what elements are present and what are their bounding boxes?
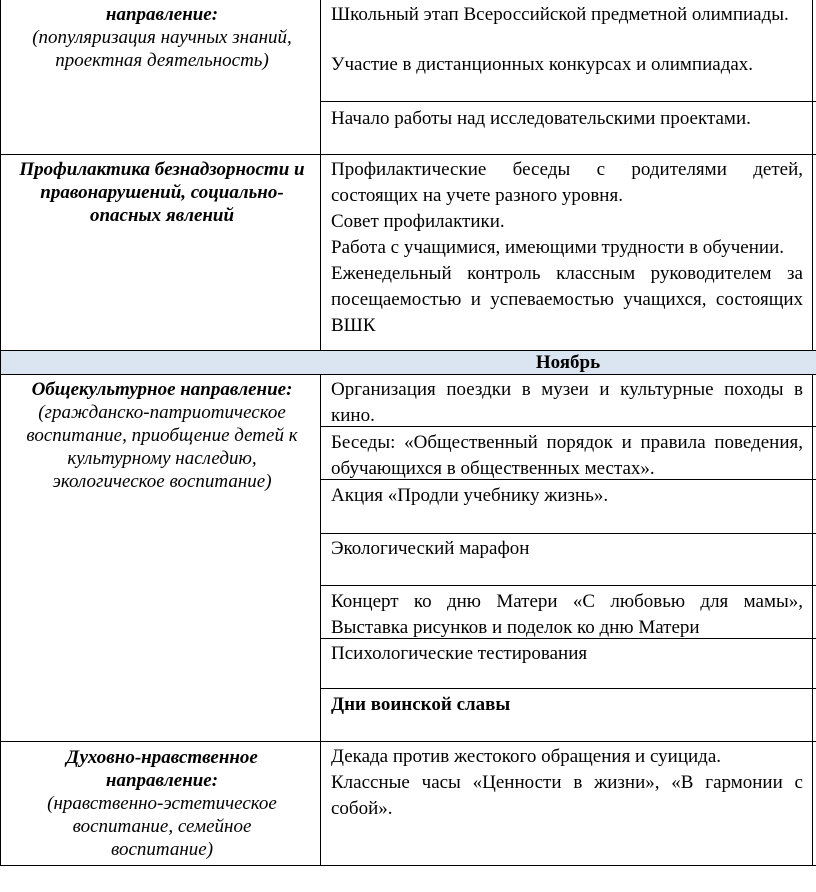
activity-item: Участие в дистанционных конкурсах и олимпиадах. [331, 54, 754, 75]
table-border-left [0, 0, 1, 866]
activity-list [331, 157, 803, 339]
direction-title: Общекультурное направление: [31, 379, 293, 400]
activity-item: Классные часы «Ценности в жизни», «В гармонии с собой». [331, 772, 803, 819]
activity-item: Беседы: «Общественный порядок и правила поведения, обучающихся в общественных местах». [331, 432, 803, 479]
table-column-divider [320, 0, 321, 350]
row-divider [320, 585, 816, 586]
month-label: Ноябрь [535, 352, 601, 373]
direction-subtitle: (популяризация научных знаний, проектная деятельность) [32, 27, 292, 71]
direction-title: направление: [105, 4, 219, 25]
direction-cell-prevention [6, 158, 318, 227]
row-divider [320, 533, 816, 534]
activity-item: Экологический марафон [331, 538, 530, 559]
table-border-right [812, 374, 813, 866]
table-border-bottom [0, 865, 816, 866]
table-column-divider [320, 374, 321, 866]
direction-subtitle: (нравственно-эстетическое воспитание, семейное воспитание) [47, 793, 277, 860]
activity-item: Психологические тестирования [331, 643, 588, 664]
direction-title: Профилактика безнадзорности и правонарушений, социально-опасных явлений [19, 159, 305, 226]
activity-item: Организация поездки в музеи и культурные походы в кино. [331, 379, 803, 426]
activity-item: Декада против жестокого обращения и суицида. [331, 746, 722, 767]
activity-item: Начало работы над исследовательскими проектами. [331, 108, 751, 129]
row-divider [320, 101, 816, 102]
activity-item: Дни воинской славы [331, 694, 511, 715]
direction-cell-science [6, 3, 318, 72]
row-divider [320, 688, 816, 689]
direction-title: Духовно-нравственное направление: [66, 747, 258, 791]
activity-item: Акция «Продли учебнику жизнь». [331, 485, 609, 506]
row-divider [0, 374, 816, 375]
activity-item: Концерт ко дню Матери «С любовью для мамы», Выставка рисунков и поделок ко дню Матери [331, 591, 803, 638]
row-divider [0, 350, 816, 351]
direction-cell-cultural [6, 378, 318, 493]
row-divider [0, 154, 816, 155]
activity-item: Работа с учащимися, имеющими трудности в обучении. [331, 237, 784, 258]
activity-item: Школьный этап Всероссийской предметной олимпиады. [331, 4, 789, 25]
activity-item: Совет профилактики. [331, 211, 505, 232]
activity-list [331, 744, 803, 822]
direction-subtitle: (гражданско-патриотическое воспитание, приобщение детей к культурному наследию, экологическое воспитание) [26, 402, 298, 492]
activity-item: Еженедельный контроль классным руководителем за посещаемостью и успеваемостью учащихся, состоящих ВШК [331, 263, 803, 336]
activity-item: Профилактические беседы с родителями детей, состоящих на учете разного уровня. [331, 159, 803, 206]
row-divider [0, 741, 816, 742]
table-border-right [812, 0, 813, 350]
direction-cell-moral [6, 746, 318, 861]
